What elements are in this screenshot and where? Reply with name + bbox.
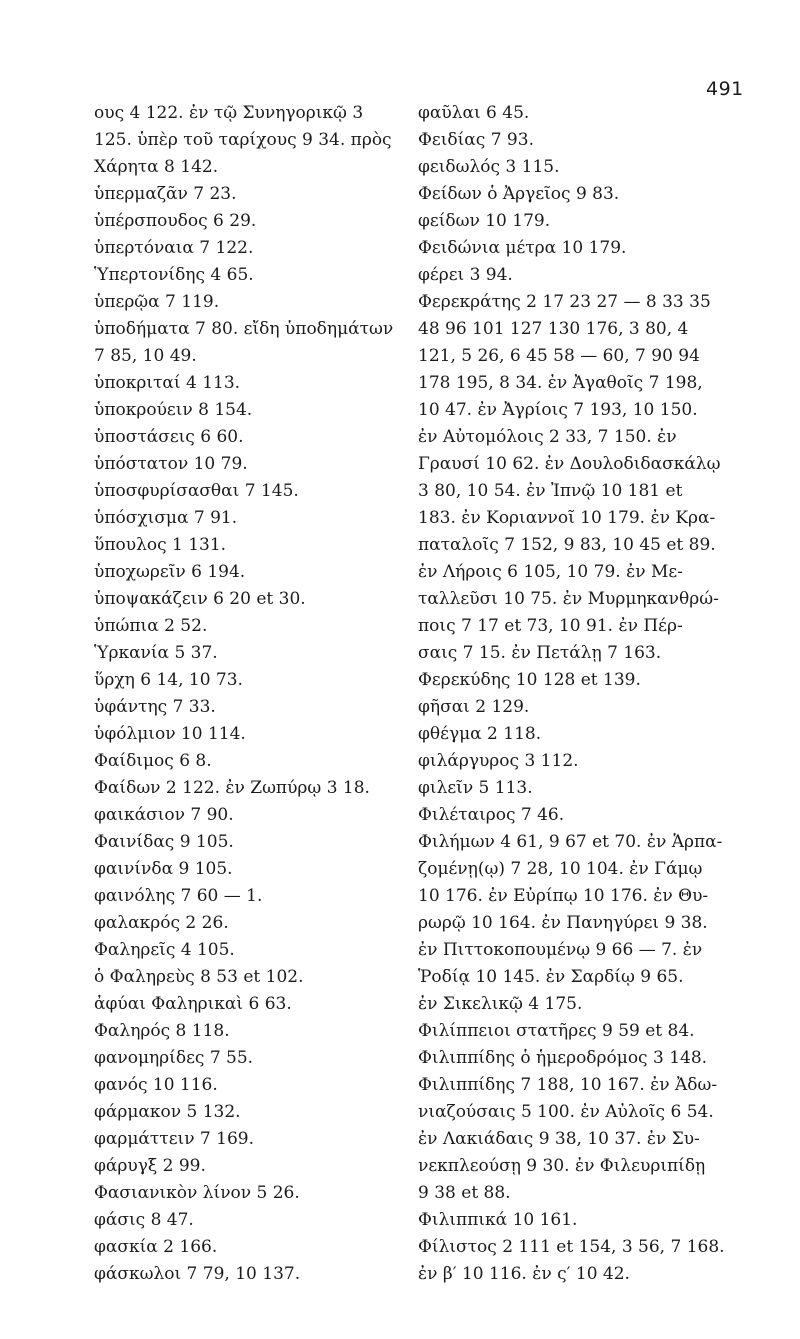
index-entry-line: 178 195, 8 34. ἐν Ἀγαθοῖς 7 198, bbox=[418, 373, 703, 393]
index-entry-line: Φασιανικὸν λίνον 5 26. bbox=[94, 1183, 300, 1203]
index-entry-line: Φειδώνια μέτρα 10 179. bbox=[418, 238, 627, 258]
index-entry-line: φάσκωλοι 7 79, 10 137. bbox=[94, 1264, 301, 1284]
index-entry-line: ὕρχη 6 14, 10 73. bbox=[94, 670, 243, 690]
index-entry-line: ὑφάντης 7 33. bbox=[94, 697, 216, 717]
index-entry-line: Χάρητα 8 142. bbox=[94, 157, 219, 177]
index-entry-line: Φερεκράτης 2 17 23 27 — 8 33 35 bbox=[418, 292, 711, 312]
right-index-column bbox=[418, 100, 738, 1288]
index-entry-line: ἐν β′ 10 116. ἐν ς′ 10 42. bbox=[418, 1264, 630, 1284]
index-entry-line: ὑπερτόναια 7 122. bbox=[94, 238, 254, 258]
index-entry-line: ἐν Αὐτομόλοις 2 33, 7 150. ἐν bbox=[418, 427, 677, 447]
index-entry-line: Φιλέταιρος 7 46. bbox=[418, 805, 565, 825]
index-entry-line: ὑπερμαζᾶν 7 23. bbox=[94, 184, 237, 204]
index-entry-line: ὑποκρούειν 8 154. bbox=[94, 400, 253, 420]
index-entry-line: φαινίνδα 9 105. bbox=[94, 859, 233, 879]
index-entry-line: Φειδίας 7 93. bbox=[418, 130, 534, 150]
index-entry-line: ἀφύαι Φαληρικαὶ 6 63. bbox=[94, 994, 292, 1014]
index-entry-line: φαῦλαι 6 45. bbox=[418, 103, 530, 123]
index-entry-line: Φερεκύδης 10 128 et 139. bbox=[418, 670, 641, 690]
index-entry-line: Φείδων ὁ Ἀργεῖος 9 83. bbox=[418, 184, 620, 204]
index-entry-line: φαλακρός 2 26. bbox=[94, 913, 229, 933]
index-entry-line: ὑπέρσπουδος 6 29. bbox=[94, 211, 257, 231]
index-entry-line: ὑποδήματα 7 80. εἴδη ὑποδημάτων bbox=[94, 319, 394, 339]
index-entry-line: φανός 10 116. bbox=[94, 1075, 218, 1095]
left-index-column bbox=[94, 100, 406, 1288]
index-entry-line: φθέγμα 2 118. bbox=[418, 724, 542, 744]
index-entry-line: ὑπερῷα 7 119. bbox=[94, 292, 220, 312]
index-entry-line: ὑποψακάζειν 6 20 et 30. bbox=[94, 589, 306, 609]
index-entry-line: σαις 7 15. ἐν Πετάλῃ 7 163. bbox=[418, 643, 662, 663]
index-entry-line: φαικάσιον 7 90. bbox=[94, 805, 234, 825]
index-entry-line: φανομηρίδες 7 55. bbox=[94, 1048, 254, 1068]
index-entry-line: 125. ὑπὲρ τοῦ ταρίχους 9 34. πρὸς bbox=[94, 130, 392, 150]
index-entry-line: ρωρῷ 10 164. ἐν Πανηγύρει 9 38. bbox=[418, 913, 708, 933]
index-entry-line: ποις 7 17 et 73, 10 91. ἐν Πέρ- bbox=[418, 616, 683, 636]
index-entry-line: φῆσαι 2 129. bbox=[418, 697, 530, 717]
index-entry-line: Φαίδων 2 122. ἐν Ζωπύρῳ 3 18. bbox=[94, 778, 370, 798]
index-entry-line: φαρμάττειν 7 169. bbox=[94, 1129, 254, 1149]
index-entry-line: ὑποχωρεῖν 6 194. bbox=[94, 562, 246, 582]
index-entry-line: Ῥοδίᾳ 10 145. ἐν Σαρδίῳ 9 65. bbox=[418, 967, 684, 987]
index-entry-line: φέρει 3 94. bbox=[418, 265, 513, 285]
index-entry-line: φάρυγξ 2 99. bbox=[94, 1156, 206, 1176]
index-entry-line: Ὑρκανία 5 37. bbox=[94, 643, 218, 663]
page-number: 491 bbox=[706, 78, 744, 100]
index-entry-line: 10 47. ἐν Ἀγρίοις 7 193, 10 150. bbox=[418, 400, 698, 420]
index-entry-line: Φίλιστος 2 111 et 154, 3 56, 7 168. bbox=[418, 1237, 725, 1257]
index-entry-line: ὕπουλος 1 131. bbox=[94, 535, 227, 555]
index-entry-line: 48 96 101 127 130 176, 3 80, 4 bbox=[418, 319, 689, 339]
index-entry-line: φαινόλης 7 60 — 1. bbox=[94, 886, 263, 906]
index-entry-line: νεκπλεούσῃ 9 30. ἐν Φιλευριπίδῃ bbox=[418, 1156, 706, 1176]
index-entry-line: ἐν Πιττοκοπουμένῳ 9 66 — 7. ἐν bbox=[418, 940, 703, 960]
index-entry-line: 183. ἐν Κοριαννοῖ 10 179. ἐν Κρα- bbox=[418, 508, 716, 528]
index-entry-line: ὁ Φαληρεὺς 8 53 et 102. bbox=[94, 967, 304, 987]
index-entry-line: ὑπόσχισμα 7 91. bbox=[94, 508, 238, 528]
index-entry-line: 7 85, 10 49. bbox=[94, 346, 197, 366]
index-entry-line: ζομένῃ(ῳ) 7 28, 10 104. ἐν Γάμῳ bbox=[418, 859, 703, 879]
index-entry-line: παταλοῖς 7 152, 9 83, 10 45 et 89. bbox=[418, 535, 716, 555]
index-entry-line: Γραυσί 10 62. ἐν Δουλοδιδασκάλῳ bbox=[418, 454, 721, 474]
index-entry-line: Φαληρεῖς 4 105. bbox=[94, 940, 235, 960]
index-entry-line: ὑποσφυρίσασθαι 7 145. bbox=[94, 481, 299, 501]
index-entry-line: φείδων 10 179. bbox=[418, 211, 551, 231]
index-entry-line: Φαίδιμος 6 8. bbox=[94, 751, 212, 771]
index-entry-line: φασκία 2 166. bbox=[94, 1237, 218, 1257]
index-entry-line: νιαζούσαις 5 100. ἐν Αὐλοῖς 6 54. bbox=[418, 1102, 714, 1122]
index-entry-line: Φιλίππειοι στατῆρες 9 59 et 84. bbox=[418, 1021, 695, 1041]
index-entry-line: Ὑπερτονίδης 4 65. bbox=[94, 265, 254, 285]
index-entry-line: Φιλιππίδης ὁ ἡμεροδρόμος 3 148. bbox=[418, 1048, 708, 1068]
index-entry-line: ἐν Λήροις 6 105, 10 79. ἐν Με- bbox=[418, 562, 683, 582]
index-entry-line: ἐν Λακιάδαις 9 38, 10 37. ἐν Συ- bbox=[418, 1129, 700, 1149]
index-entry-line: 9 38 et 88. bbox=[418, 1183, 511, 1203]
index-entry-line: ους 4 122. ἐν τῷ Συνηγορικῷ 3 bbox=[94, 103, 364, 123]
index-entry-line: Φιλιππίδης 7 188, 10 167. ἐν Ἀδω- bbox=[418, 1075, 718, 1095]
index-entry-line: φιλάργυρος 3 112. bbox=[418, 751, 579, 771]
index-entry-line: ἐν Σικελικῷ 4 175. bbox=[418, 994, 583, 1014]
index-entry-line: 121, 5 26, 6 45 58 — 60, 7 90 94 bbox=[418, 346, 700, 366]
index-entry-line: ὑφόλμιον 10 114. bbox=[94, 724, 246, 744]
index-entry-line: 3 80, 10 54. ἐν Ἰπνῷ 10 181 et bbox=[418, 481, 683, 501]
index-entry-line: φάσις 8 47. bbox=[94, 1210, 194, 1230]
index-entry-line: ὑπόστατον 10 79. bbox=[94, 454, 248, 474]
index-entry-line: Φαινίδας 9 105. bbox=[94, 832, 234, 852]
index-entry-line: Φαληρός 8 118. bbox=[94, 1021, 230, 1041]
index-entry-line: φιλεῖν 5 113. bbox=[418, 778, 533, 798]
index-entry-line: Φιλιππικά 10 161. bbox=[418, 1210, 578, 1230]
index-entry-line: ὑποκριταί 4 113. bbox=[94, 373, 241, 393]
index-entry-line: ὑποστάσεις 6 60. bbox=[94, 427, 244, 447]
index-entry-line: 10 176. ἐν Εὐρίπῳ 10 176. ἐν Θυ- bbox=[418, 886, 709, 906]
index-entry-line: φειδωλός 3 115. bbox=[418, 157, 560, 177]
index-entry-line: ταλλεῦσι 10 75. ἐν Μυρμηκανθρώ- bbox=[418, 589, 719, 609]
index-entry-line: Φιλήμων 4 61, 9 67 et 70. ἐν Ἁρπα- bbox=[418, 832, 723, 852]
index-entry-line: ὑπώπια 2 52. bbox=[94, 616, 208, 636]
index-entry-line: φάρμακον 5 132. bbox=[94, 1102, 241, 1122]
